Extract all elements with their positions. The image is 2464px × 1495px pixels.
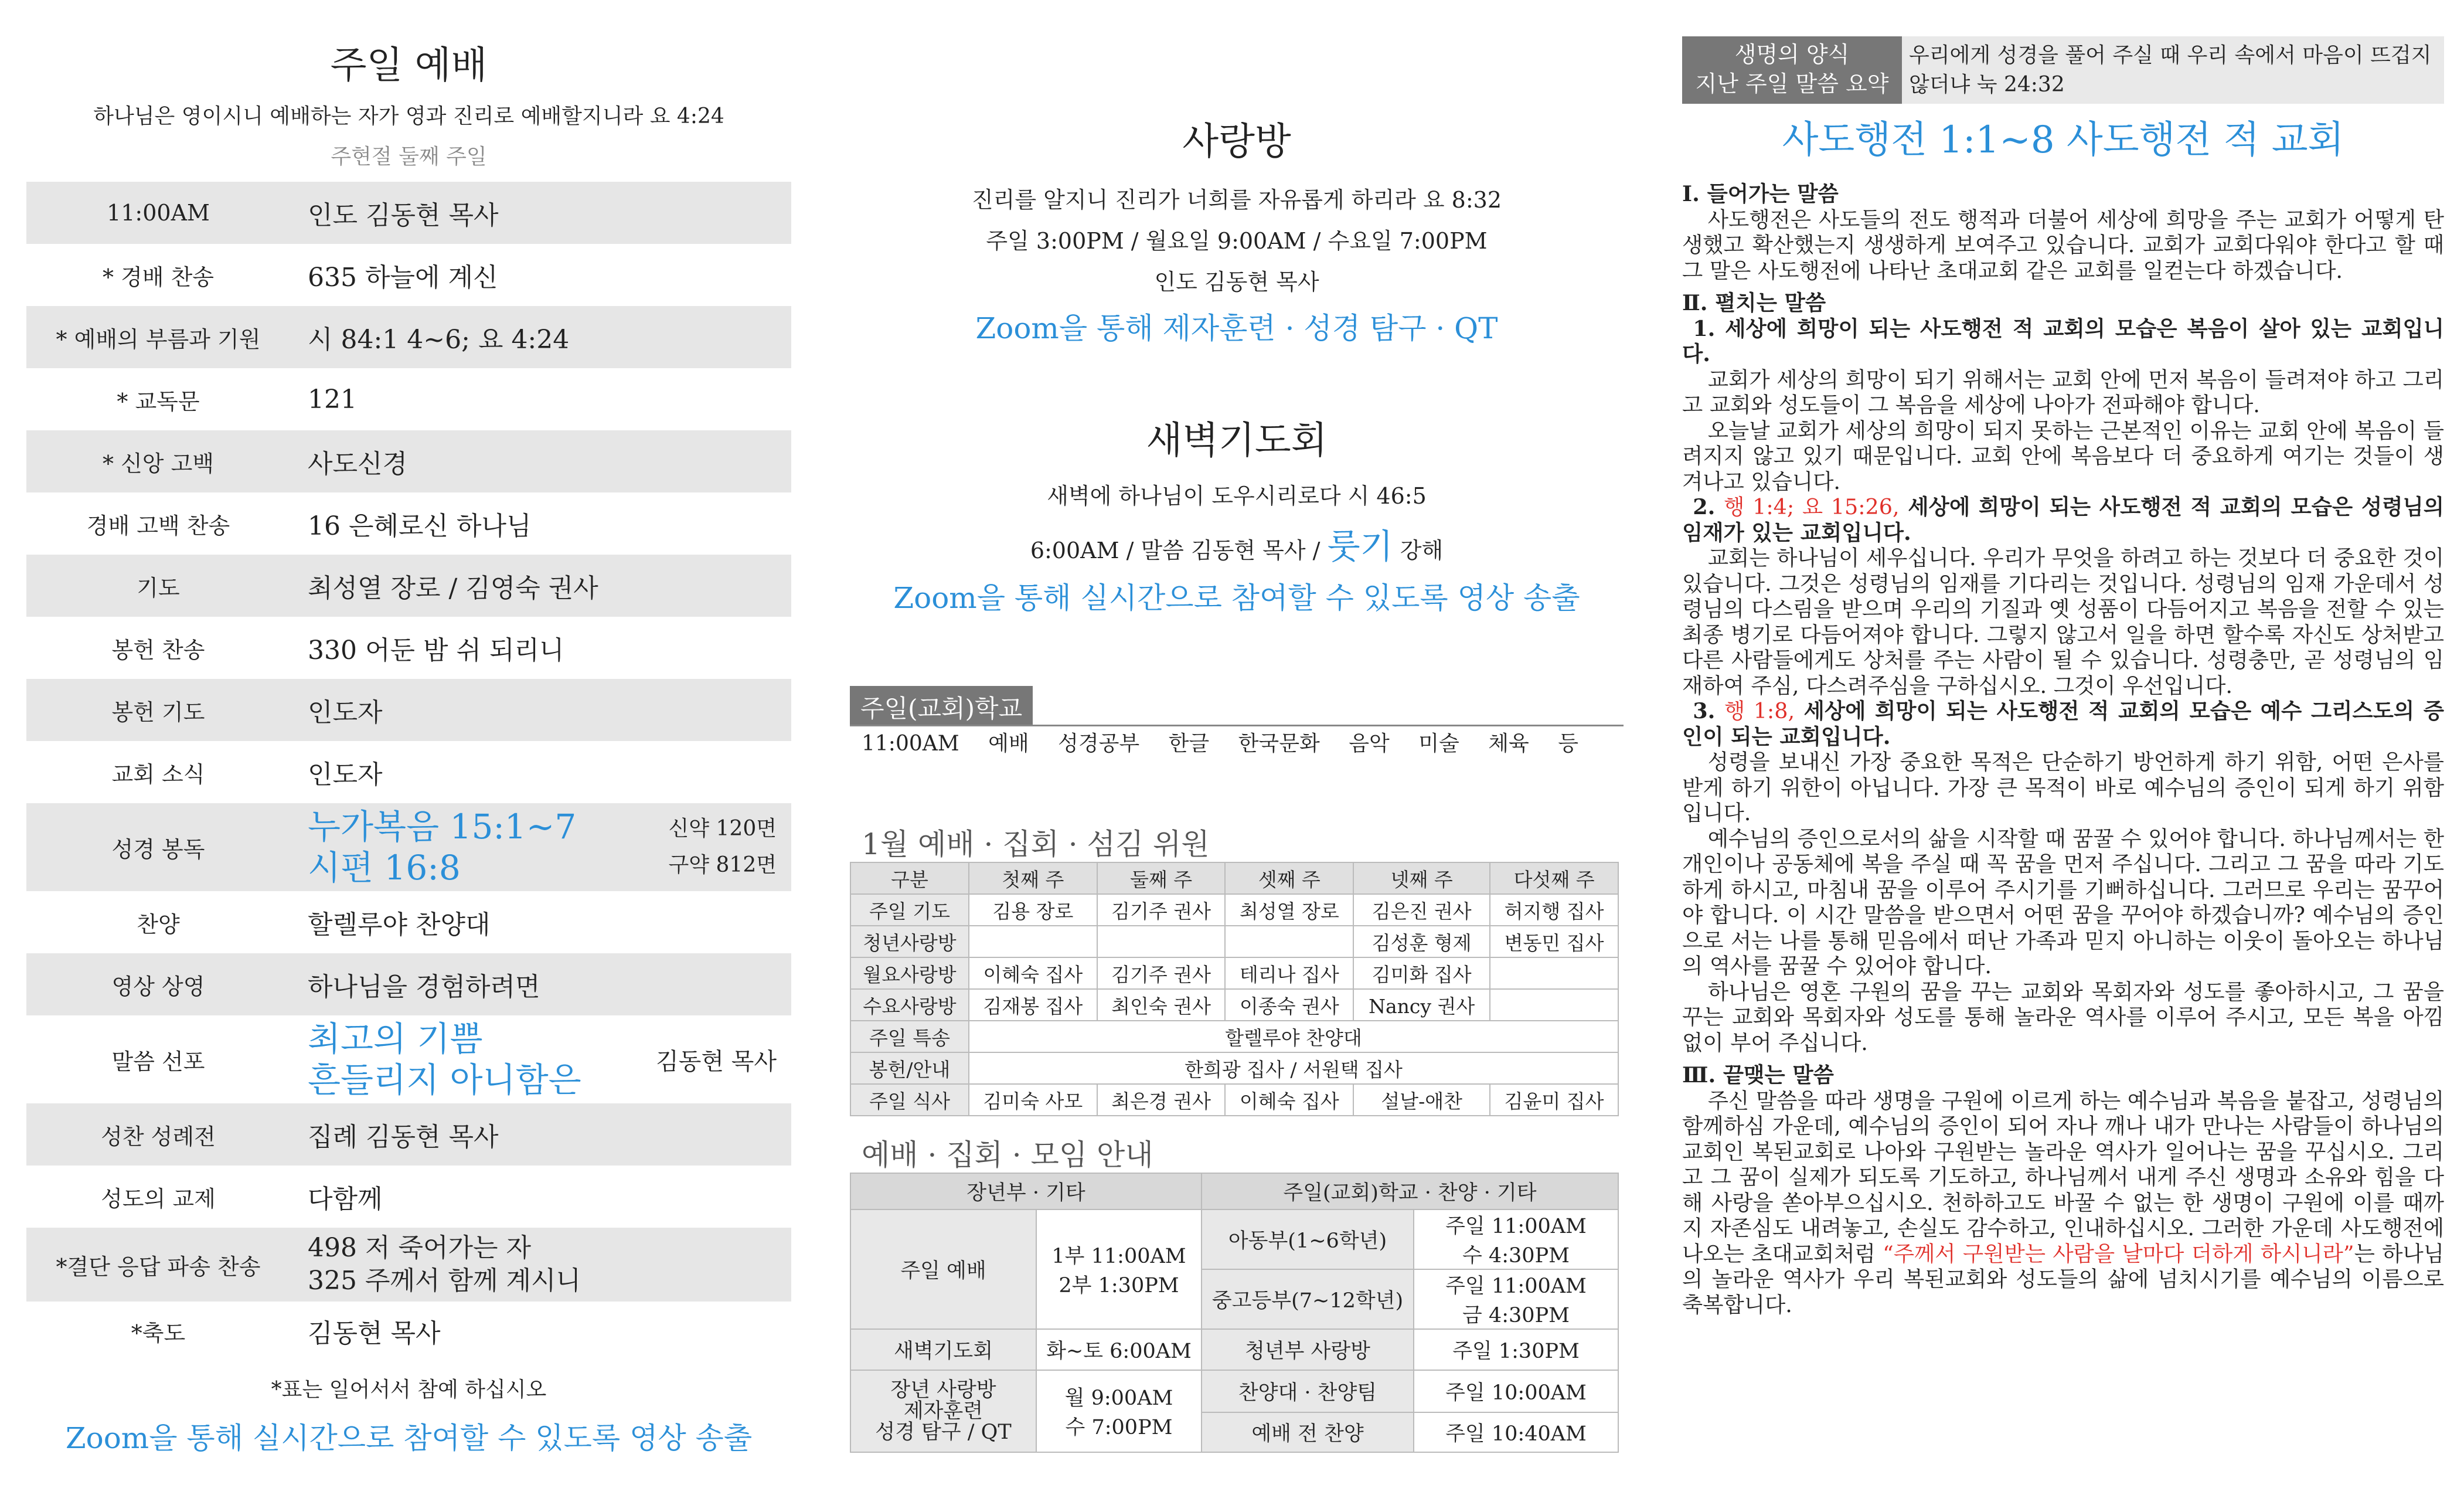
table-cell: 이혜숙 집사 — [969, 957, 1097, 989]
order-label: 찬양 — [137, 911, 180, 937]
paragraph — [1682, 1088, 2444, 1318]
column-header: 구분 — [850, 862, 969, 894]
order-label: 봉헌 찬송 — [111, 637, 205, 663]
hymn-line: 498 저 죽어가는 자 — [308, 1233, 531, 1263]
table-cell: 최인숙 권사 — [1097, 989, 1226, 1021]
row-header: 주일 식사 — [850, 1084, 969, 1116]
order-row — [26, 492, 791, 555]
zoom-notice: Zoom을 통해 실시간으로 참여할 수 있도록 영상 송출 — [65, 1421, 753, 1455]
paragraph: 교회는 하나님이 세우십니다. 우리가 무엇을 하려고 하는 것보다 더 중요한 것이 있습니다. 그것은 성령님의 임재를 기다리는 것입니다. 성령님의 임재 가운데서 성령님의 다스림을 받으며 우리의 기질과 옛 성품이 다듬어지고 복음을 전할 수 있는 최종 병기로 다듬어져야 합니다. 그렇지 않고서 일을 하면 할수록 자신도 상처받고 다른 사람들에게도 상처를 주는 사람이 될 수 있습니다. 성령충만, 곧 성령님의 임재하여 주심, 다스려주심을 구하십시오. 그것이 우선입니다. — [1682, 545, 2444, 698]
quote: “주께서 구원받는 사람을 날마다 더하게 하시니라” — [1883, 1241, 2354, 1266]
dawn-schedule — [850, 519, 1624, 568]
page-ref: 구약 812면 — [668, 853, 777, 877]
table-cell: 테리나 집사 — [1225, 957, 1353, 989]
table-cell — [1414, 1269, 1618, 1329]
table-row — [850, 1021, 1618, 1052]
table-cell: 할렐루야 찬양대 — [969, 1021, 1618, 1052]
sunday-school-tab: 주일(교회)학교 — [850, 686, 1033, 725]
order-value: 인도자 — [308, 698, 383, 728]
column-header: 셋째 주 — [1225, 862, 1353, 894]
order-row — [26, 182, 791, 244]
table-cell: 주일 10:40AM — [1414, 1412, 1618, 1452]
scripture-ref: 행 1:8, — [1724, 698, 1795, 723]
sunday-school-item: 성경공부 — [1058, 732, 1140, 756]
order-value: 인도 김동현 목사 — [308, 201, 499, 230]
table-cell: 화~토 6:00AM — [1036, 1329, 1202, 1370]
table-cell: 찬양대 · 찬양팀 — [1202, 1370, 1414, 1412]
scripture-passage: 시편 16:8 — [308, 848, 461, 888]
table-cell — [1225, 926, 1353, 957]
point-text: 세상에 희망이 되는 사도행전 적 교회의 모습은 성령님의 임재가 있는 교회입니다. — [1682, 494, 2444, 545]
table-cell: 주일 예배 — [850, 1209, 1036, 1329]
table-cell: 설날-애찬 — [1353, 1084, 1490, 1116]
meetings-heading: 예배 · 집회 · 모임 안내 — [862, 1138, 1153, 1172]
order-label: 성도의 교제 — [101, 1185, 216, 1212]
order-row — [26, 430, 791, 492]
time-line: 1부 11:00AM — [1051, 1245, 1186, 1268]
bread-label-line: 지난 주일 말씀 요약 — [1695, 71, 1889, 97]
order-row — [26, 244, 791, 306]
table-cell: 주일 1:30PM — [1414, 1329, 1618, 1370]
point-number: 2. — [1693, 494, 1716, 519]
hymn-line: 325 주께서 함께 계시니 — [308, 1266, 581, 1296]
table-header-row — [850, 862, 1618, 894]
table-row — [850, 1209, 1618, 1269]
order-value: 시 84:1 4~6; 요 4:24 — [308, 325, 570, 355]
order-label: *축도 — [131, 1320, 186, 1346]
table-cell: 청년부 사랑방 — [1202, 1329, 1414, 1370]
section-heading: Ⅲ. 끝맺는 말씀 — [1682, 1062, 1834, 1088]
order-value: 하나님을 경험하려면 — [308, 972, 540, 1002]
paragraph: 교회가 세상의 희망이 되기 위해서는 교회 안에 먼저 복음이 들려져야 하고 그리고 교회와 성도들이 그 복음을 세상에 나아가 전파해야 합니다. — [1682, 366, 2444, 417]
order-value: 330 어둔 밤 쉬 되리니 — [308, 636, 564, 665]
scripture-passage: 누가복음 15:1~7 — [308, 807, 577, 847]
worship-order-column — [26, 35, 791, 1457]
table-cell — [1414, 1209, 1618, 1269]
order-value: 사도신경 — [308, 449, 408, 479]
volunteer-table — [850, 862, 1619, 1116]
scripture-row — [26, 803, 791, 891]
table-row — [850, 1084, 1618, 1116]
table-cell: 김용 장로 — [969, 894, 1097, 926]
table-cell: 김미숙 사모 — [969, 1084, 1097, 1116]
order-value: 다함께 — [308, 1184, 383, 1214]
column-header: 둘째 주 — [1097, 862, 1226, 894]
table-row — [850, 1052, 1618, 1084]
table-header-row — [850, 1173, 1618, 1209]
table-cell: 아동부(1~6학년) — [1202, 1209, 1414, 1269]
table-row — [850, 1370, 1618, 1412]
worship-verse: 하나님은 영이시니 예배하는 자가 영과 진리로 예배할지니라 요 4:24 — [93, 104, 724, 128]
paragraph-text: 는 하나님의 놀라운 역사가 우리 복된교회와 성도들의 삶에 넘치시기를 예수님의 이름으로 축복합니다. — [1682, 1241, 2445, 1317]
preacher: 김동현 목사 — [656, 1048, 777, 1075]
column-header: 장년부 · 기타 — [850, 1173, 1202, 1209]
table-cell: 김기주 권사 — [1097, 957, 1226, 989]
paragraph: 오늘날 교회가 세상의 희망이 되지 못하는 근본적인 이유는 교회 안에 복음이 들려지지 않고 있기 때문입니다. 교회 안에 복음보다 더 중요하게 여기는 것들이 생겨나고 있습니다. — [1682, 417, 2444, 494]
dawn-title: 새벽기도회 — [1146, 419, 1328, 463]
sunday-school-item: 한글 — [1168, 732, 1210, 756]
response-row — [26, 1228, 791, 1302]
point-heading: 1. 세상에 희망이 되는 사도행전 적 교회의 모습은 복음이 살아 있는 교회입니다. — [1682, 315, 2444, 366]
table-cell — [969, 926, 1097, 957]
sermon-title-line: 최고의 기쁨 — [308, 1019, 483, 1059]
order-row — [26, 1166, 791, 1228]
dawn-time: 6:00AM / 말씀 김동현 목사 / — [1030, 538, 1321, 563]
table-cell: 예배 전 찬양 — [1202, 1412, 1414, 1452]
sunday-school-item: 예배 — [988, 732, 1029, 756]
column-header: 주일(교회)학교 · 찬양 · 기타 — [1202, 1173, 1618, 1209]
row-header: 주일 특송 — [850, 1021, 969, 1052]
order-value: 할렐루야 찬양대 — [308, 910, 491, 940]
order-row — [26, 306, 791, 368]
row-header: 월요사랑방 — [850, 957, 969, 989]
table-cell: 한희광 집사 / 서원택 집사 — [969, 1052, 1618, 1084]
row-header: 봉헌/안내 — [850, 1052, 969, 1084]
response-hymns — [290, 1232, 791, 1297]
order-value: 635 하늘에 계신 — [308, 263, 498, 293]
order-row — [26, 368, 791, 430]
bread-label-line: 생명의 양식 — [1734, 42, 1850, 67]
order-row — [26, 953, 791, 1015]
table-cell: 김재봉 집사 — [969, 989, 1097, 1021]
section-heading: Ⅱ. 펼치는 말씀 — [1682, 290, 1826, 315]
order-label: 11:00AM — [107, 200, 210, 226]
paragraph-text: 주신 말씀을 따라 생명을 구원에 이르게 하는 예수님과 복음을 붙잡고, 성령님의 함께하심 가운데, 예수님의 증인이 되어 자나 깨나 내가 만나는 사람들이 하나님의 교회인 복된교회로 나아와 구원받는 놀라운 역사가 일어나는 꿈을 꾸십시오. 그리고 그 꿈이 실제가 되도록 기도하고, 하나님께서 내게 주신 생명과 소유와 힘을 다해 사랑을 쏟아부으십시오. 천하하고도 바꿀 수 없는 한 생명이 구원에 이를 때까지 자존심도 내려놓고, 손실도 감수하고, 인내하십시오. 그러한 가운데 사도행전에 나오는 초대교회처럼 — [1682, 1088, 2444, 1266]
paragraph: 예수님의 증인으로서의 삶을 시작할 때 꿈꿀 수 있어야 합니다. 하나님께서는 한 개인이나 공동체에 복을 주실 때 꼭 꿈을 먼저 주십니다. 그리고 그 꿈을 따라 기도하게 하시고, 마침내 꿈을 이루어 주시기를 기뻐하십니다. 그러므로 우리는 꿈꾸어야 합니다. 이 시간 말씀을 받으면서 어떤 꿈을 꾸어야 하겠습니까? 예수님의 증인으로 서는 나를 통해 믿음에서 떠난 가족과 믿지 아니하는 이웃이 돌아오는 하나님의 역사를 꿈꿀 수 있어야 합니다. — [1682, 825, 2444, 978]
meeting-line: 성경 탐구 / QT — [875, 1421, 1012, 1444]
stand-note: *표는 일어서서 참예 하십시오 — [271, 1378, 547, 1402]
column-header: 다섯째 주 — [1490, 862, 1618, 894]
order-label: * 경배 찬송 — [103, 264, 214, 290]
row-header: 청년사랑방 — [850, 926, 969, 957]
dawn-verse: 새벽에 하나님이 도우시리로다 시 46:5 — [1047, 483, 1427, 509]
order-label: 교회 소식 — [111, 761, 205, 787]
row-header: 주일 기도 — [850, 894, 969, 926]
table-cell: 김성훈 형제 — [1353, 926, 1490, 957]
order-row — [26, 1302, 791, 1360]
sermon-title-line: 흔들리지 아니함은 — [308, 1060, 581, 1100]
sunday-school-item: 미술 — [1418, 732, 1459, 756]
scripture-passages — [290, 806, 642, 888]
sarangbang-verse: 진리를 알지니 진리가 너희를 자유롭게 하리라 요 8:32 — [971, 187, 1502, 213]
sunday-school-header — [850, 686, 1624, 726]
table-cell: 최성열 장로 — [1225, 894, 1353, 926]
scripture-pages — [642, 811, 791, 884]
time-line: 월 9:00AM — [1064, 1387, 1173, 1410]
sermon-row — [26, 1015, 791, 1103]
time-line: 주일 11:00AM — [1445, 1275, 1587, 1298]
sermon-summary-body — [1682, 181, 2444, 1317]
table-cell: 주일 10:00AM — [1414, 1370, 1618, 1412]
time-line: 수 7:00PM — [1065, 1416, 1173, 1439]
order-label: 영상 상영 — [111, 973, 205, 1000]
dawn-zoom: Zoom을 통해 실시간으로 참여할 수 있도록 영상 송출 — [893, 581, 1580, 615]
order-value: 최성열 장로 / 김영숙 권사 — [308, 573, 598, 603]
bread-verse: 우리에게 성경을 풀어 주실 때 우리 속에서 마음이 뜨겁지 않더냐 눅 24:32 — [1902, 36, 2444, 104]
table-cell: 김기주 권사 — [1097, 894, 1226, 926]
point-number: 3. — [1693, 698, 1716, 723]
sunday-school-item: 11:00AM — [862, 732, 959, 756]
order-row — [26, 1103, 791, 1166]
point-heading — [1682, 494, 2444, 545]
order-label: *결단 응답 파송 찬송 — [56, 1253, 261, 1280]
table-row — [850, 926, 1618, 957]
bread-label — [1682, 36, 1902, 104]
order-row — [26, 891, 791, 953]
order-row — [26, 741, 791, 803]
sunday-school-items — [862, 727, 1601, 757]
order-label: * 신앙 고백 — [103, 450, 214, 477]
column-header: 넷째 주 — [1353, 862, 1490, 894]
meeting-line: 제자훈련 — [903, 1399, 983, 1423]
order-value: 집례 김동현 목사 — [308, 1122, 499, 1152]
dawn-book: 룻기 — [1327, 526, 1393, 566]
worship-title: 주일 예배 — [330, 44, 488, 87]
table-cell — [1490, 989, 1618, 1021]
order-label: 성경 봉독 — [111, 836, 205, 862]
order-value: 121 — [308, 384, 357, 414]
table-cell: 새벽기도회 — [850, 1329, 1036, 1370]
paragraph: 사도행전은 사도들의 전도 행적과 더불어 세상에 희망을 주는 교회가 어떻게 탄생했고 확산했는지 생생하게 보여주고 있습니다. 교회가 교회다워야 한다고 할 때 그 말은 사도행전에 나타난 초대교회 같은 교회를 일컫는다 하겠습니다. — [1682, 206, 2444, 283]
sermon-titles — [290, 1018, 642, 1100]
sunday-school-item: 한국문화 — [1238, 732, 1320, 756]
sarangbang-zoom: Zoom을 통해 제자훈련 · 성경 탐구 · QT — [975, 311, 1498, 345]
table-row — [850, 894, 1618, 926]
section-heading: Ⅰ. 들어가는 말씀 — [1682, 181, 1839, 206]
sunday-school-item: 등 — [1558, 732, 1579, 756]
sermon-summary-column — [1682, 36, 2444, 1317]
order-label: 말씀 선포 — [111, 1048, 205, 1075]
time-line: 주일 11:00AM — [1445, 1215, 1587, 1238]
order-label: 봉헌 기도 — [111, 699, 205, 725]
order-row — [26, 679, 791, 741]
order-row — [26, 617, 791, 679]
order-label: 성찬 성례전 — [101, 1123, 216, 1150]
time-line: 2부 1:30PM — [1059, 1274, 1179, 1297]
sarangbang-leader: 인도 김동현 목사 — [1154, 269, 1319, 295]
order-label: 경배 고백 찬송 — [86, 512, 230, 539]
table-row — [850, 957, 1618, 989]
table-cell: 김미화 집사 — [1353, 957, 1490, 989]
sarangbang-title: 사랑방 — [1182, 120, 1291, 164]
order-row — [26, 555, 791, 617]
order-label: 기도 — [137, 575, 180, 601]
paragraph: 성령을 보내신 가장 중요한 목적은 단순하기 방언하게 하기 위함, 어떤 은사를 받게 하기 위한이 아닙니다. 가장 큰 목적이 바로 예수님의 증인이 되게 하기 위함입니다. — [1682, 749, 2444, 825]
row-header: 수요사랑방 — [850, 989, 969, 1021]
dawn-suffix: 강해 — [1400, 538, 1444, 563]
meeting-line: 장년 사랑방 — [890, 1378, 996, 1402]
order-value: 김동현 목사 — [308, 1319, 441, 1348]
order-label: * 교독문 — [117, 388, 200, 414]
table-cell — [850, 1370, 1036, 1452]
table-cell: 김윤미 집사 — [1490, 1084, 1618, 1116]
table-cell: 김은진 권사 — [1353, 894, 1490, 926]
bread-of-life-box — [1682, 36, 2444, 104]
scripture-ref: 행 1:4; 요 15:26, — [1724, 494, 1900, 519]
table-cell: 최은경 권사 — [1097, 1084, 1226, 1116]
sunday-school-item: 음악 — [1349, 732, 1390, 756]
table-cell: Nancy 권사 — [1353, 989, 1490, 1021]
sunday-school-item: 체육 — [1488, 732, 1529, 756]
time-line: 수 4:30PM — [1462, 1244, 1570, 1268]
table-cell: 이종숙 권사 — [1225, 989, 1353, 1021]
point-heading — [1682, 698, 2444, 749]
table-cell — [1036, 1209, 1202, 1329]
order-label: * 예배의 부름과 기원 — [56, 326, 261, 352]
table-cell — [1036, 1370, 1202, 1452]
paragraph: 하나님은 영혼 구원의 꿈을 꾸는 교회와 목회자와 성도를 좋아하시고, 그 꿈을 꾸는 교회와 목회자와 성도를 통해 놀라운 역사를 이루어 주시고, 모든 복을 아낌없이 부어 주십니다. — [1682, 978, 2444, 1055]
worship-season: 주현절 둘째 주일 — [331, 145, 487, 169]
table-row — [850, 989, 1618, 1021]
table-cell — [1097, 926, 1226, 957]
table-cell — [1490, 957, 1618, 989]
sermon-summary-title: 사도행전 1:1~8 사도행전 적 교회 — [1782, 118, 2344, 162]
sarangbang-times: 주일 3:00PM / 월요일 9:00AM / 수요일 7:00PM — [986, 228, 1488, 254]
meeting-table — [850, 1173, 1619, 1453]
order-value: 인도자 — [308, 760, 383, 790]
time-line: 금 4:30PM — [1462, 1304, 1570, 1327]
order-value: 16 은혜로신 하나님 — [308, 511, 532, 541]
column-header: 첫째 주 — [969, 862, 1097, 894]
point-text: 세상에 희망이 되는 사도행전 적 교회의 모습은 예수 그리스도의 증인이 되는 교회입니다. — [1682, 698, 2444, 749]
volunteers-heading: 1월 예배 · 집회 · 섬김 위원 — [862, 827, 1210, 861]
table-cell: 중고등부(7~12학년) — [1202, 1269, 1414, 1329]
table-cell: 허지행 집사 — [1490, 894, 1618, 926]
table-row — [850, 1329, 1618, 1370]
table-cell: 변동민 집사 — [1490, 926, 1618, 957]
table-cell: 이혜숙 집사 — [1225, 1084, 1353, 1116]
page-ref: 신약 120면 — [668, 817, 777, 841]
